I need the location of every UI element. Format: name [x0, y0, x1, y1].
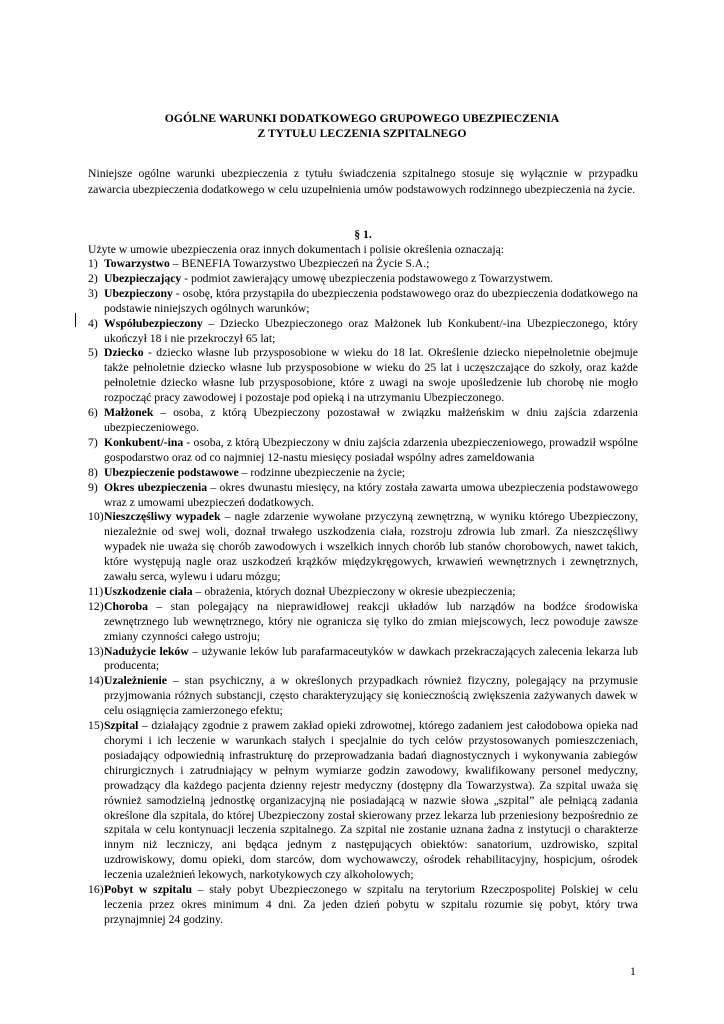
- definition-item: [88, 510, 638, 585]
- definition-number: 8): [88, 465, 98, 479]
- definition-number: 3): [88, 286, 98, 300]
- definition-term: Towarzystwo: [104, 257, 170, 270]
- page-number: 1: [630, 965, 636, 978]
- definition-text: – okres dwunastu miesięcy, na który została zawarta umowa ubezpieczenia podstawowego wraz z umowami ubezpieczeń dodatkowych.: [104, 480, 638, 509]
- definition-item: [88, 257, 638, 272]
- definition-item: [88, 645, 638, 675]
- definition-text: – rodzinne ubezpieczenie na życie;: [238, 465, 406, 479]
- definition-text: – obrażenia, których doznał Ubezpieczony w okresie ubezpieczenia;: [192, 584, 516, 598]
- definition-text: – używanie leków lub parafarmaceutyków w dawkach przekraczających zalecenia lekarza lub producenta;: [104, 644, 638, 673]
- definition-term: Uzależnienie: [104, 674, 167, 688]
- definition-number: 11): [88, 584, 104, 598]
- definition-term: Choroba: [104, 599, 148, 613]
- definition-term: Nadużycie leków: [104, 644, 189, 658]
- definition-number: 5): [88, 346, 98, 360]
- definition-item: [88, 481, 638, 511]
- definition-body: [104, 406, 638, 436]
- definition-body: [104, 317, 638, 347]
- definition-term: Szpital: [104, 719, 139, 733]
- definition-text: - dziecko własne lub przysposobione w wieku do 18 lat. Określenie dziecko niepełnoletnie obejmuje także pełnoletnie dziecko własne lub przysposobione w wieku do 25 lat i uczęszczające do szkoły, oraz każde pełnoletnie dziecko własne lub przysposobione, które z uwagi na swoje upośledzenie lub chorobę nie mogło rozpocząć pracy zawodowej i pozostaje pod opieką i na utrzymaniu Ubezpieczonego.: [104, 346, 638, 405]
- intro-paragraph: Niniejsze ogólne warunki ubezpieczenia z tytułu świadczenia szpitalnego stosuje się wyłącznie w przypadku zawarcia ubezpieczenia dodatkowego w celu uzupełnienia umów podstawowych rodzinnego ubezpieczenia na życie.: [88, 167, 638, 196]
- definition-item: [88, 317, 638, 347]
- definition-text: – nagłe zdarzenie wywołane przyczyną zewnętrzną, w wyniku którego Ubezpieczony, niezależnie od swej woli, doznał trwałego uszkodzenia ciała, rozstroju zdrowia lub zmarł. Za nieszczęśliwy wypadek nie uważa się chorób zawodowych i wszelkich innych chorób lub stanów chorobowych, nawet takich, które występują nagle oraz uszkodzeń krążków międzykręgowych, krwawień wewnętrznych i zewnętrznych, zawału serca, wylewu i udaru mózgu;: [104, 510, 638, 584]
- definition-number: 4): [88, 316, 98, 330]
- definition-term: Ubezpieczający: [104, 271, 182, 285]
- definition-body: [104, 674, 638, 719]
- definitions-list: [88, 257, 638, 928]
- definition-body: [104, 466, 638, 481]
- definition-number: 14): [88, 674, 104, 688]
- definition-item: [88, 719, 638, 883]
- definition-body: [104, 346, 638, 406]
- definition-item: [88, 466, 638, 481]
- definition-item: [88, 406, 638, 436]
- definition-body: [104, 585, 638, 600]
- definition-item: [88, 436, 638, 466]
- title-line-1: OGÓLNE WARUNKI DODATKOWEGO GRUPOWEGO UBEZPIECZENIA: [164, 112, 560, 125]
- definition-item: [88, 346, 638, 406]
- definition-term: Okres ubezpieczenia: [104, 480, 208, 494]
- definition-number: 13): [88, 644, 104, 658]
- title-line-2: Z TYTUŁU LECZENIA SZPITALNEGO: [257, 127, 467, 140]
- definition-term: Współubezpieczony: [104, 316, 203, 330]
- definition-item: [88, 287, 638, 317]
- definition-text: – stan polegający na nieprawidłowej reakcji układów lub narządów na bodźce środowiska zewnętrznego lub wewnętrznego, który nie ogranicza się tylko do zmian miejscowych, lecz powoduje zawsze zmiany czynności całego ustroju;: [104, 599, 638, 643]
- definition-body: [104, 436, 638, 466]
- definition-term: Konkubent/-ina: [104, 435, 184, 449]
- definition-term: Dziecko: [104, 346, 144, 360]
- definition-text: - podmiot zawierający umowę ubezpieczenia podstawowego z Towarzystwem.: [181, 271, 554, 285]
- section-lead: Użyte w umowie ubezpieczenia oraz innych dokumentach i polisie określenia oznaczają:: [88, 243, 505, 256]
- definition-body: [104, 481, 638, 511]
- definition-number: 9): [88, 480, 98, 494]
- definition-body: [104, 719, 638, 883]
- definition-body: [104, 272, 638, 287]
- definition-body: [104, 287, 638, 317]
- definition-text: – stan psychiczny, a w określonych przypadkach również fizyczny, polegający na przymusie przyjmowania różnych substancji, często charakteryzujący się koniecznością zwiększenia zażywanych dawek w celu osiągnięcia zamierzonego efektu;: [104, 674, 638, 718]
- definition-body: [104, 600, 638, 645]
- definition-number: 1): [88, 257, 98, 270]
- definition-body: [104, 645, 638, 675]
- definition-text: – stały pobyt Ubezpieczonego w szpitalu na terytorium Rzeczpospolitej Polskiej w celu leczenia przez okres minimum 4 dni. Za jeden dzień pobytu w szpitalu rozumie się pobyt, który trwa przynajmniej 24 godziny.: [104, 883, 638, 926]
- definition-term: Uszkodzenie ciała: [104, 584, 193, 598]
- revision-bar: [75, 313, 76, 327]
- definition-item: [88, 674, 638, 719]
- definition-text: – osoba, z którą Ubezpieczony pozostawał w związku małżeńskim w dniu zajścia zdarzenia ubezpieczeniowego.: [104, 406, 638, 434]
- definition-number: 12): [88, 599, 104, 613]
- definition-text: - osoba, z którą Ubezpieczony w dniu zajścia zdarzenia ubezpieczeniowego, prowadził wspólne gospodarstwo oraz od co najmniej 12-nastu miesięcy posiadał wspólny adres zameldowania: [104, 435, 638, 464]
- definition-number: 2): [88, 271, 98, 285]
- definition-number: 10): [88, 510, 104, 524]
- definition-term: Ubezpieczony: [104, 286, 173, 300]
- definition-text: – Dziecko Ubezpieczonego oraz Małżonek lub Konkubent/-ina Ubezpieczonego, który ukończył 18 i nie przekroczył 65 lat;: [104, 316, 638, 345]
- definition-number: 15): [88, 719, 104, 733]
- definition-number: 16): [88, 883, 104, 897]
- definition-number: 6): [88, 406, 98, 420]
- definition-body: [104, 257, 638, 272]
- definition-term: Małżonek: [104, 406, 154, 420]
- definition-term: Ubezpieczenie podstawowe: [104, 465, 239, 479]
- section-heading: § 1.: [354, 228, 372, 241]
- definition-text: – BENEFIA Towarzystwo Ubezpieczeń na Życie S.A.;: [169, 257, 430, 270]
- definition-item: [88, 272, 638, 287]
- definition-item: [88, 600, 638, 645]
- definition-body: [104, 883, 638, 928]
- definition-text: - osobę, która przystąpiła do ubezpieczenia podstawowego oraz do ubezpieczenia dodatkowego na podstawie niniejszych ogólnych warunków;: [104, 286, 638, 315]
- definition-term: Pobyt w szpitalu: [104, 883, 192, 897]
- definition-number: 7): [88, 435, 98, 449]
- definition-item: [88, 585, 638, 600]
- definition-term: Nieszczęśliwy wypadek: [104, 510, 221, 524]
- definition-body: [104, 510, 638, 585]
- document-title: [0, 111, 724, 141]
- definition-item: [88, 883, 638, 928]
- definition-text: – działający zgodnie z prawem zakład opieki zdrowotnej, którego zadaniem jest całodobowa opieka nad chorymi i ich leczenie w warunkach stałych i specjalnie do tych celów przystosowanych pomieszczeniach, posiadający odpowiednią infrastrukturę do przeprowadzania badań diagnostycznych i wykonywania zabiegów chirurgicznych i zatrudniający w pełnym wymiarze godzin zawodowy, kwalifikowany personel medyczny, prowadzący dla każdego pacjenta dzienny rejestr medyczny (dostępny dla Towarzystwa). Za szpital uważa się również samodzielną jednostkę organizacyjną nie posiadającą w nazwie słowa „szpital” ale pełniącą zadania określone dla szpitala, do której Ubezpieczony został skierowany przez lekarza lub przeniesiony bezpośrednio ze szpitala w celu kontynuacji leczenia szpitalnego. Za szpital nie zostanie uznana żadna z instytucji o charakterze innym niż leczniczy, ani będąca jednym z następujących obiektów: sanatorium, uzdrowisko, szpital uzdrowiskowy, domu opieki, dom starców, dom wychowawczy, ośrodek rehabilitacyjny, hospicjum, ośrodek leczenia uzależnień lekowych, narkotykowych czy alkoholowych;: [104, 719, 638, 882]
